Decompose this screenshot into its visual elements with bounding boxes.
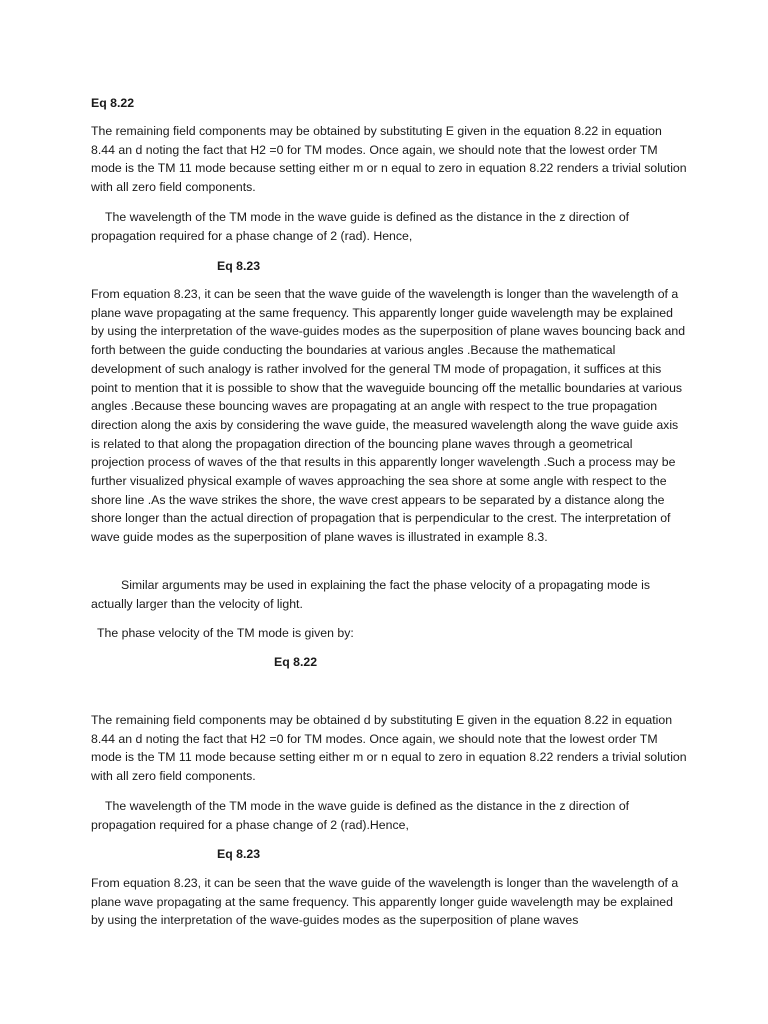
- paragraph-longer-guide-wavelength-repeat: From equation 8.23, it can be seen that the wave guide of the wavelength is longer than the wavelength of a plane wave propagating at the same frequency. This apparently longer guide wavelength may be explained by using the interpretation of the wave-guides modes as the superposition of plane waves: [91, 876, 679, 928]
- paragraph-tm-wavelength-definition-repeat: The wavelength of the TM mode in the wave guide is defined as the distance in the z direction of propagation required for a phase change of 2 (rad).Hence,: [91, 799, 630, 832]
- equation-label-8-22-repeat: Eq 8.22: [274, 655, 318, 669]
- paragraph-remaining-field-components: The remaining field components may be obtained by substituting E given in the equation 8.22 in equation 8.44 an d noting the fact that H2 =0 for TM modes. Once again, we should note that the lowest order TM mode is the TM 11 mode because setting either m or n equal to zero in equation 8.22 renders a trivial solution with all zero field components.: [91, 124, 687, 195]
- equation-label-8-23-repeat: Eq 8.23: [217, 847, 261, 861]
- paragraph-phase-velocity-intro: The phase velocity of the TM mode is given by:: [97, 626, 354, 640]
- paragraph-longer-guide-wavelength: From equation 8.23, it can be seen that the wave guide of the wavelength is longer than the wavelength of a plane wave propagating at the same frequency. This apparently longer guide wavelength may be explained by using the interpretation of the wave-guides modes as the superposition of plane waves bouncing back and forth between the guide conducting the boundaries at various angles .Because the mathematical development of such analogy is rather involved for the general TM mode of propagation, it suffices at this point to mention that it is possible to show that the waveguide bouncing off the metallic boundaries at various angles .Because these bouncing waves are propagating at an angle with respect to the true propagation direction along the axis by considering the wave guide, the measured wavelength along the wave guide axis is related to that along the propagation direction of the bouncing plane waves through a geometrical projection process of waves of the that results in this apparently longer wavelength .Such a process may be further visualized physical example of waves approaching the sea shore at some angle with respect to the shore line .As the wave strikes the shore, the wave crest appears to be separated by a distance along the shore longer than the actual direction of propagation that is perpendicular to the crest. The interpretation of wave guide modes as the superposition of plane waves is illustrated in example 8.3.: [91, 287, 686, 545]
- equation-label-8-23: Eq 8.23: [217, 259, 261, 273]
- equation-label-8-22: Eq 8.22: [91, 96, 135, 110]
- paragraph-tm-wavelength-definition: The wavelength of the TM mode in the wave guide is defined as the distance in the z direction of propagation required for a phase change of 2 (rad). Hence,: [91, 210, 630, 243]
- paragraph-phase-velocity-arguments: Similar arguments may be used in explaining the fact the phase velocity of a propagating mode is actually larger than the velocity of light.: [91, 578, 651, 611]
- paragraph-remaining-field-components-repeat: The remaining field components may be obtained d by substituting E given in the equation 8.22 in equation 8.44 an d noting the fact that H2 =0 for TM modes. Once again, we should note that the lowest order TM mode is the TM 11 mode because setting either m or n equal to zero in equation 8.22 renders a trivial solution with all zero field components.: [91, 713, 687, 784]
